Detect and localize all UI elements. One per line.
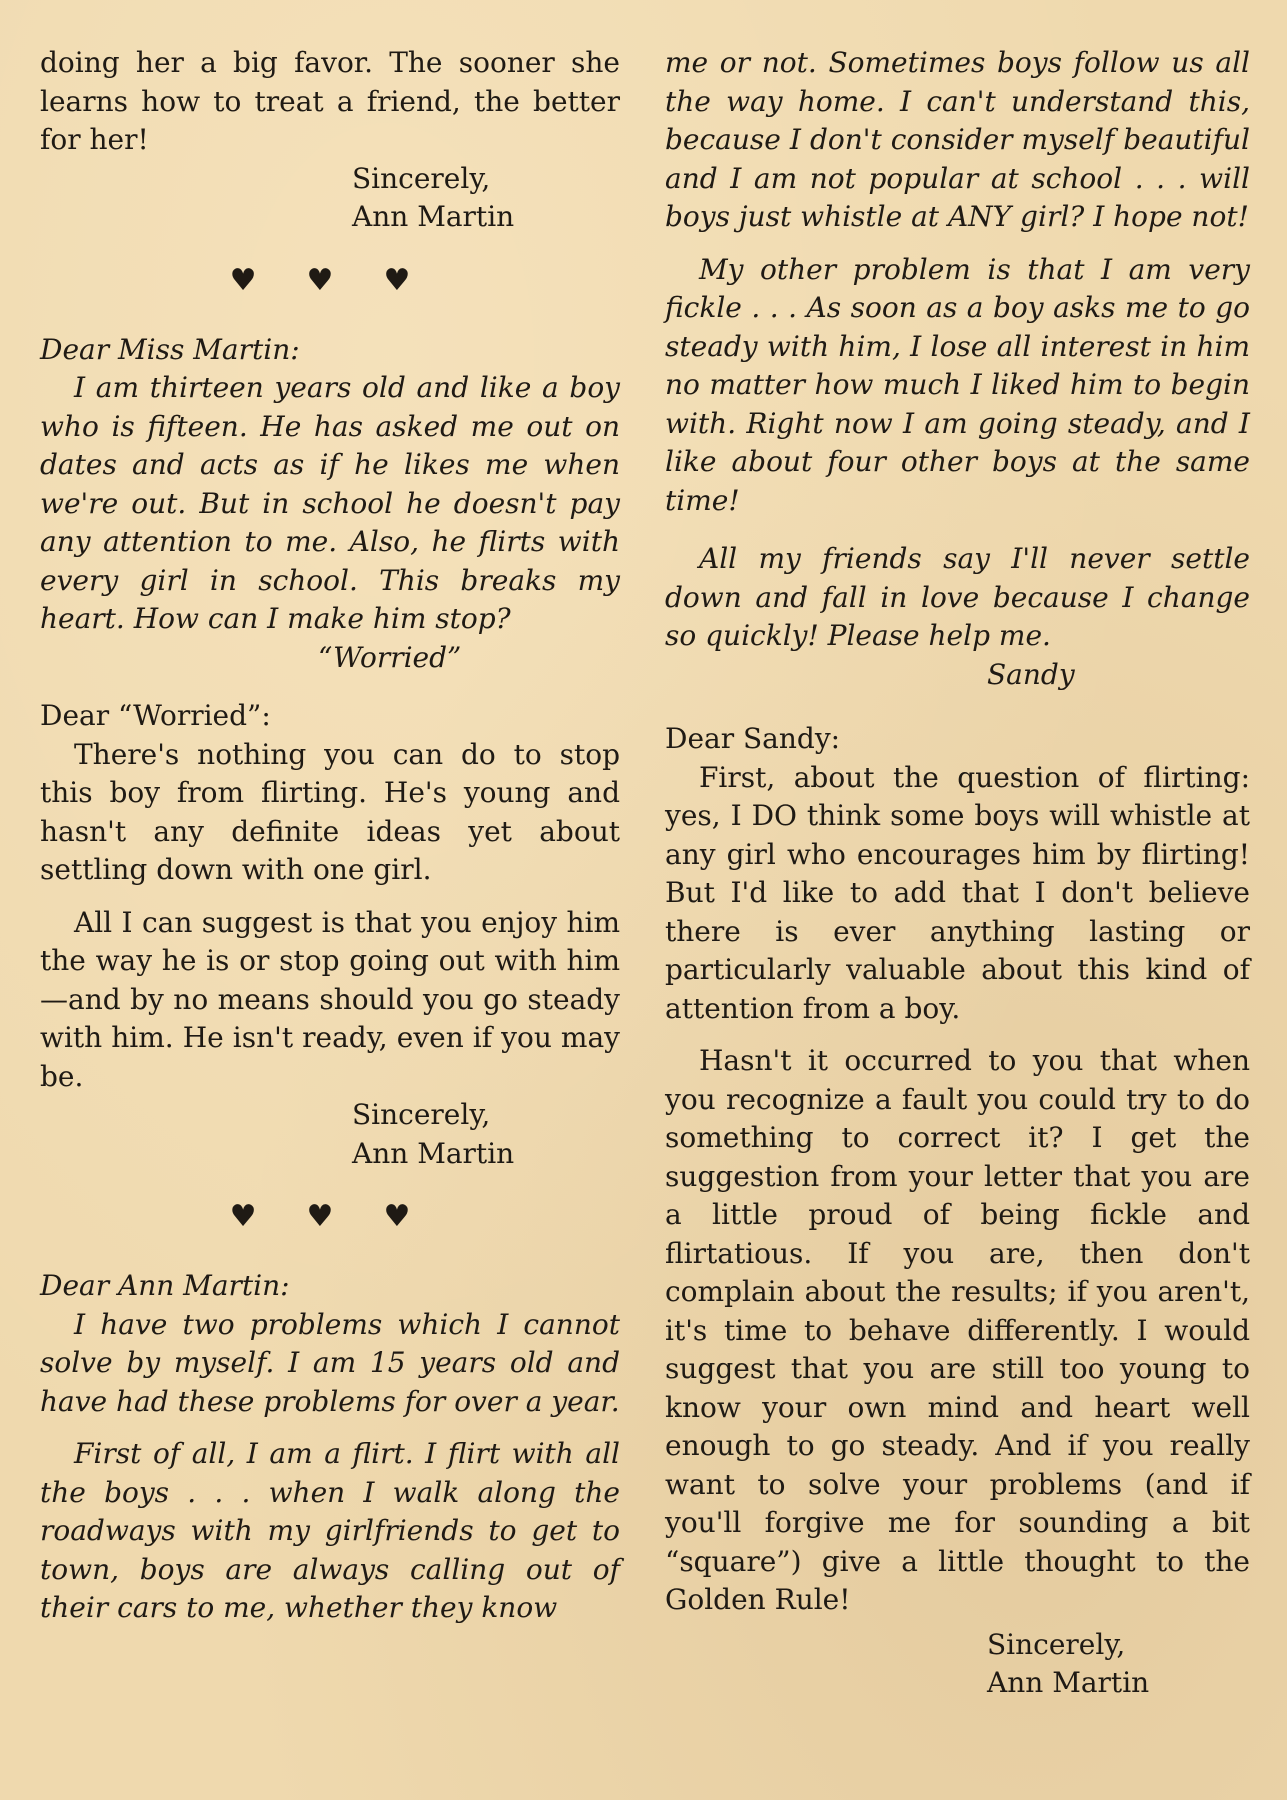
right-column <box>665 44 1250 1703</box>
letter-body: First of all, I am a flirt. I flirt with all the boys . . . when I walk along the roadways with my girlfriends to get to town, boys are always calling out of their cars to me, whether they know <box>40 1437 620 1624</box>
letter-body: I have two problems which I cannot solve by myself. I am 15 years old and have had these problems for over a year. <box>40 1307 620 1418</box>
previous-reply-ending: doing her a big favor. The sooner she learns how to treat a friend, the better for her! <box>40 46 620 156</box>
reply-salutation: Dear Sandy: <box>665 722 841 755</box>
heart-icon: ♥ <box>306 262 334 298</box>
signature: Ann Martin <box>352 1136 515 1170</box>
heart-icon: ♥ <box>383 1199 411 1234</box>
letter-pen-name: “Worried” <box>318 640 462 674</box>
left-column <box>40 44 620 1628</box>
reply-paragraph: First, about the question of flirting: yes, I DO think some boys will whistle at any girl who encourages him by flirting! But I'd like to add that I don't believe there is ever anything lasting or particularly valuable about this kind of attention from a boy. <box>665 760 1250 1025</box>
heart-icon: ♥ <box>229 262 257 298</box>
letter-body: me or not. Sometimes boys follow us all the way home. I can't understand this, because I don't consider myself beautiful and I am not popular at school . . . will boys just whistle at ANY girl? I hope not! <box>665 46 1250 233</box>
signature: Ann Martin <box>352 200 515 233</box>
closing-line: Sincerely, <box>987 1627 1126 1661</box>
reply-paragraph: All I can suggest is that you enjoy him the way he is or stop going out with him—and by no means should you go steady with him. He isn't ready, even if you may be. <box>40 905 620 1093</box>
heart-icon: ♥ <box>383 262 411 298</box>
closing-line: Sincerely, <box>352 1098 491 1131</box>
reply-salutation: Dear “Worried”: <box>40 699 271 732</box>
heart-icon: ♥ <box>306 1199 334 1234</box>
letter-body: My other problem is that I am very fickle . . . As soon as a boy asks me to go steady with him, I lose all interest in him no matter how much I liked him to begin with. Right now I am going steady, and I like about four other boys at the same time! <box>665 252 1250 517</box>
letter-pen-name: Sandy <box>987 657 1075 691</box>
reply-paragraph: There's nothing you can do to stop this boy from flirting. He's young and hasn't any definite ideas yet about settling down with one girl. <box>40 737 620 886</box>
signature: Ann Martin <box>987 1666 1150 1699</box>
heart-icon: ♥ <box>229 1199 257 1234</box>
closing-line: Sincerely, <box>352 161 491 195</box>
signature-block-1 <box>40 160 620 237</box>
reply-paragraph: Hasn't it occurred to you that when you recognize a fault you could try to do something to correct it? I get the suggestion from your letter that you are a little proud of being fickle and flirtatious. If you are, then don't complain about the results; if you aren't, it's time to behave differently. I would suggest that you are still too young to know your own mind and heart well enough to go steady. And if you really want to solve your problems (and if you'll forgive me for sounding a bit “square”) give a little thought to the Golden Rule! <box>665 1044 1250 1616</box>
letter-body: I am thirteen years old and like a boy who is fifteen. He has asked me out on dates and acts as if he likes me when we're out. But in school he doesn't pay any attention to me. Also, he flirts with every girl in school. This breaks my heart. How can I make him stop? <box>40 371 620 635</box>
letter-salutation: Dear Ann Martin: <box>40 1269 290 1302</box>
signature-block-2 <box>40 1096 620 1173</box>
letter-salutation: Dear Miss Martin: <box>40 332 300 366</box>
heart-divider <box>40 1197 620 1237</box>
heart-divider <box>40 261 620 301</box>
letter-body: All my friends say I'll never settle down and fall in love because I change so quickly! Please help me. <box>665 542 1250 652</box>
signature-block-3 <box>665 1626 1250 1703</box>
